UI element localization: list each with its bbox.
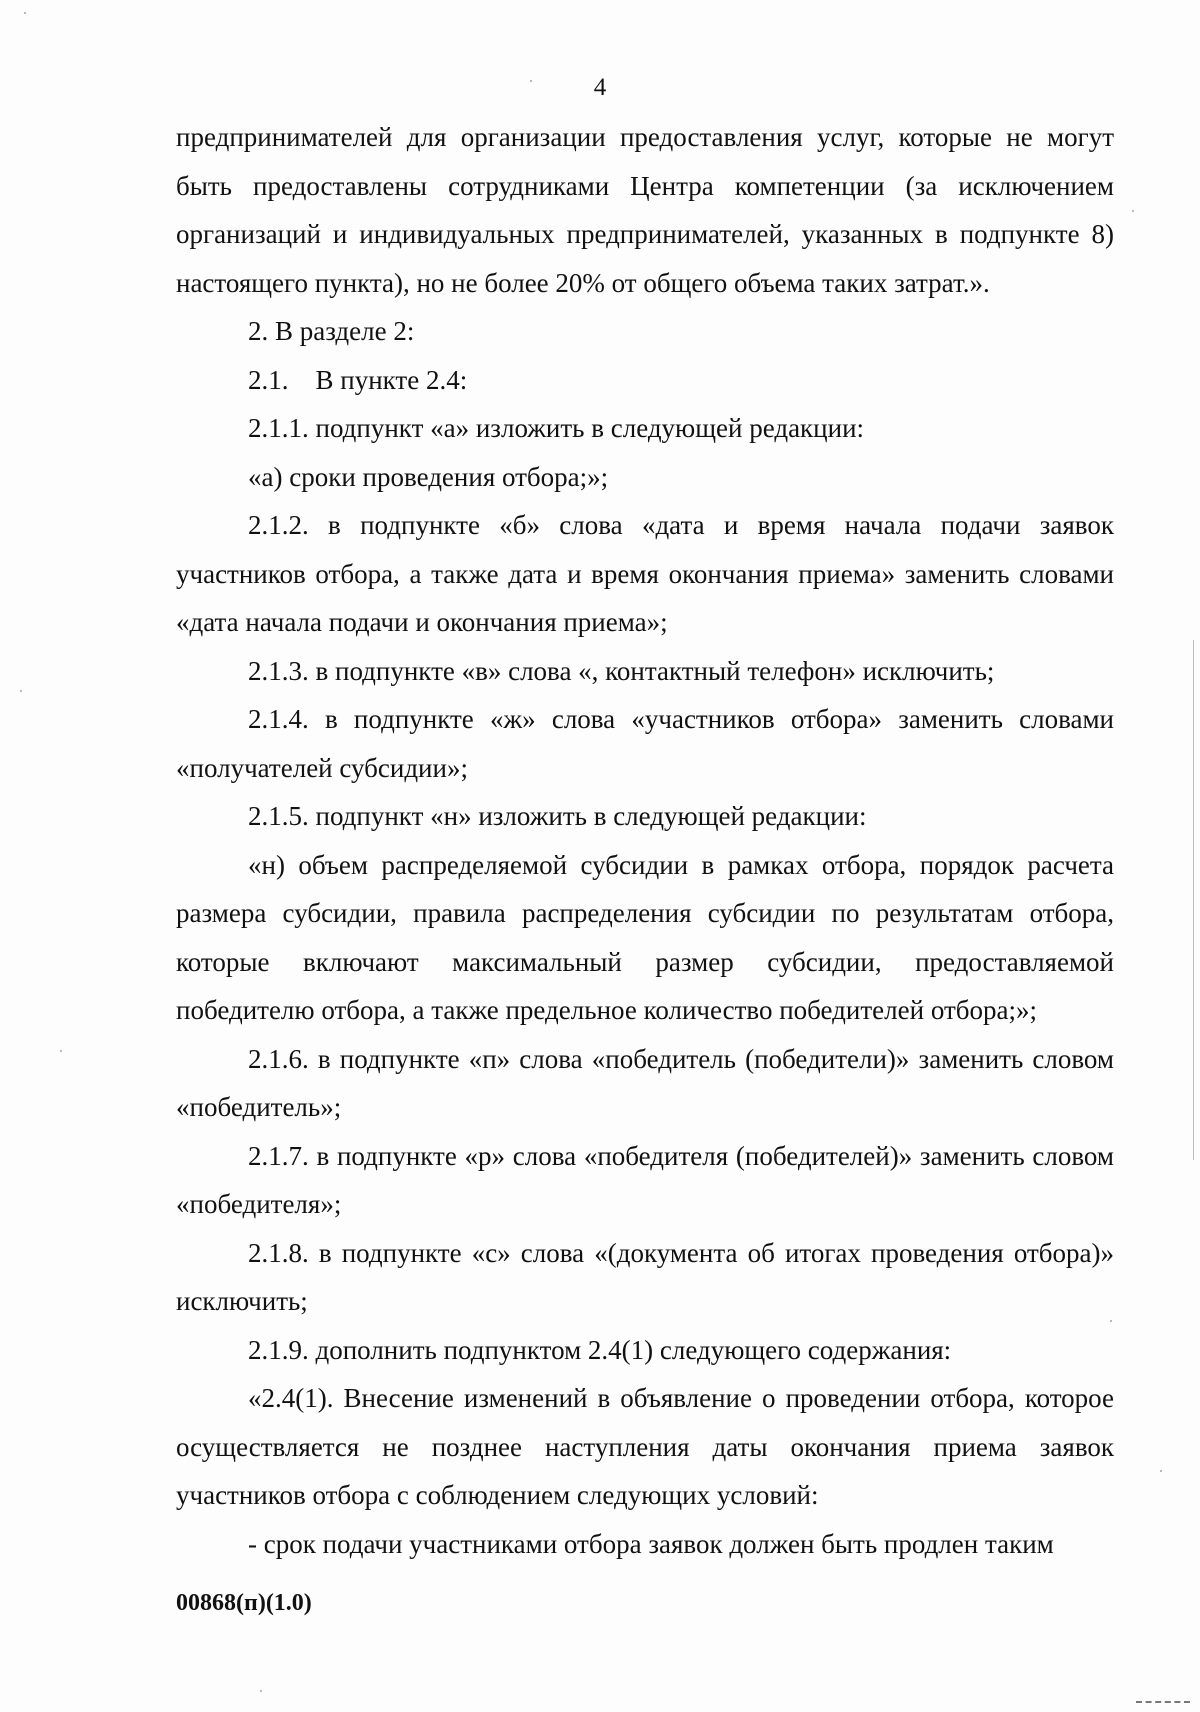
scan-speck	[1160, 1470, 1162, 1472]
paragraph-2-1-7: 2.1.7. в подпункте «р» слова «победителя (победителей)» заменить словом «победителя»;	[176, 1140, 1114, 1219]
paragraph-condition-item: - срок подачи участниками отбора заявок должен быть продлен таким	[248, 1528, 1054, 1559]
scan-corner-mark	[1136, 1701, 1190, 1706]
scan-edge-line	[1193, 640, 1194, 1160]
paragraph-2-1-2: 2.1.2. в подпункте «б» слова «дата и время начала подачи заявок участников отбора, а также дата и время окончания приема» заменить словами «дата начала подачи и окончания приема»;	[176, 510, 1114, 637]
paragraph-2-1-4: 2.1.4. в подпункте «ж» слова «участников отбора» заменить словами «получателей субсидии»;	[176, 704, 1114, 783]
scan-speck	[20, 690, 22, 692]
paragraph-2-1-8: 2.1.8. в подпункте «с» слова «(документа об итогах проведения отбора)» исключить;	[176, 1237, 1114, 1316]
paragraph-section-2: 2. В разделе 2:	[248, 316, 415, 346]
paragraph-2-1-6: 2.1.6. в подпункте «п» слова «победитель (победители)» заменить словом «победитель»;	[176, 1043, 1114, 1122]
paragraph-subitem-n: «н) объем распределяемой субсидии в рамках отбора, порядок расчета размера субсидии, правила распределения субсидии по результатам отбора, которые включают максимальный размер субсидии, предоставляемой победителю отбора, а также предельное количество победителей отбора;»;	[176, 849, 1114, 1025]
scan-speck	[1132, 210, 1134, 212]
scan-speck	[1110, 1320, 1112, 1322]
page-number: 4	[593, 74, 607, 101]
scan-speck	[260, 1690, 262, 1692]
scan-speck	[530, 80, 532, 82]
document-code: 00868(п)(1.0)	[176, 1590, 312, 1616]
scan-speck	[60, 1050, 62, 1052]
paragraph-2-1: 2.1. В пункте 2.4:	[248, 364, 468, 395]
document-body	[176, 113, 1114, 1568]
paragraph-2-1-3: 2.1.3. в подпункте «в» слова «, контактный телефон» исключить;	[248, 655, 995, 686]
paragraph-2-4-1: «2.4(1). Внесение изменений в объявление о проведении отбора, которое осуществляется не позднее наступления даты окончания приема заявок участников отбора с соблюдением следующих условий:	[176, 1383, 1114, 1510]
paragraph-2-1-9: 2.1.9. дополнить подпунктом 2.4(1) следующего содержания:	[248, 1334, 952, 1365]
paragraph-subitem-a: «а) сроки проведения отбора;»;	[248, 461, 609, 492]
scan-speck	[24, 12, 26, 14]
paragraph-continuation: предпринимателей для организации предоставления услуг, которые не могут быть предоставлены сотрудниками Центра компетенции (за исключением организаций и индивидуальных предпринимателей, указанных в подпункте 8) настоящего пункта), но не более 20% от общего объема таких затрат.».	[176, 122, 1114, 298]
paragraph-2-1-1: 2.1.1. подпункт «а» изложить в следующей редакции:	[248, 413, 865, 443]
paragraph-2-1-5: 2.1.5. подпункт «н» изложить в следующей редакции:	[248, 801, 867, 831]
